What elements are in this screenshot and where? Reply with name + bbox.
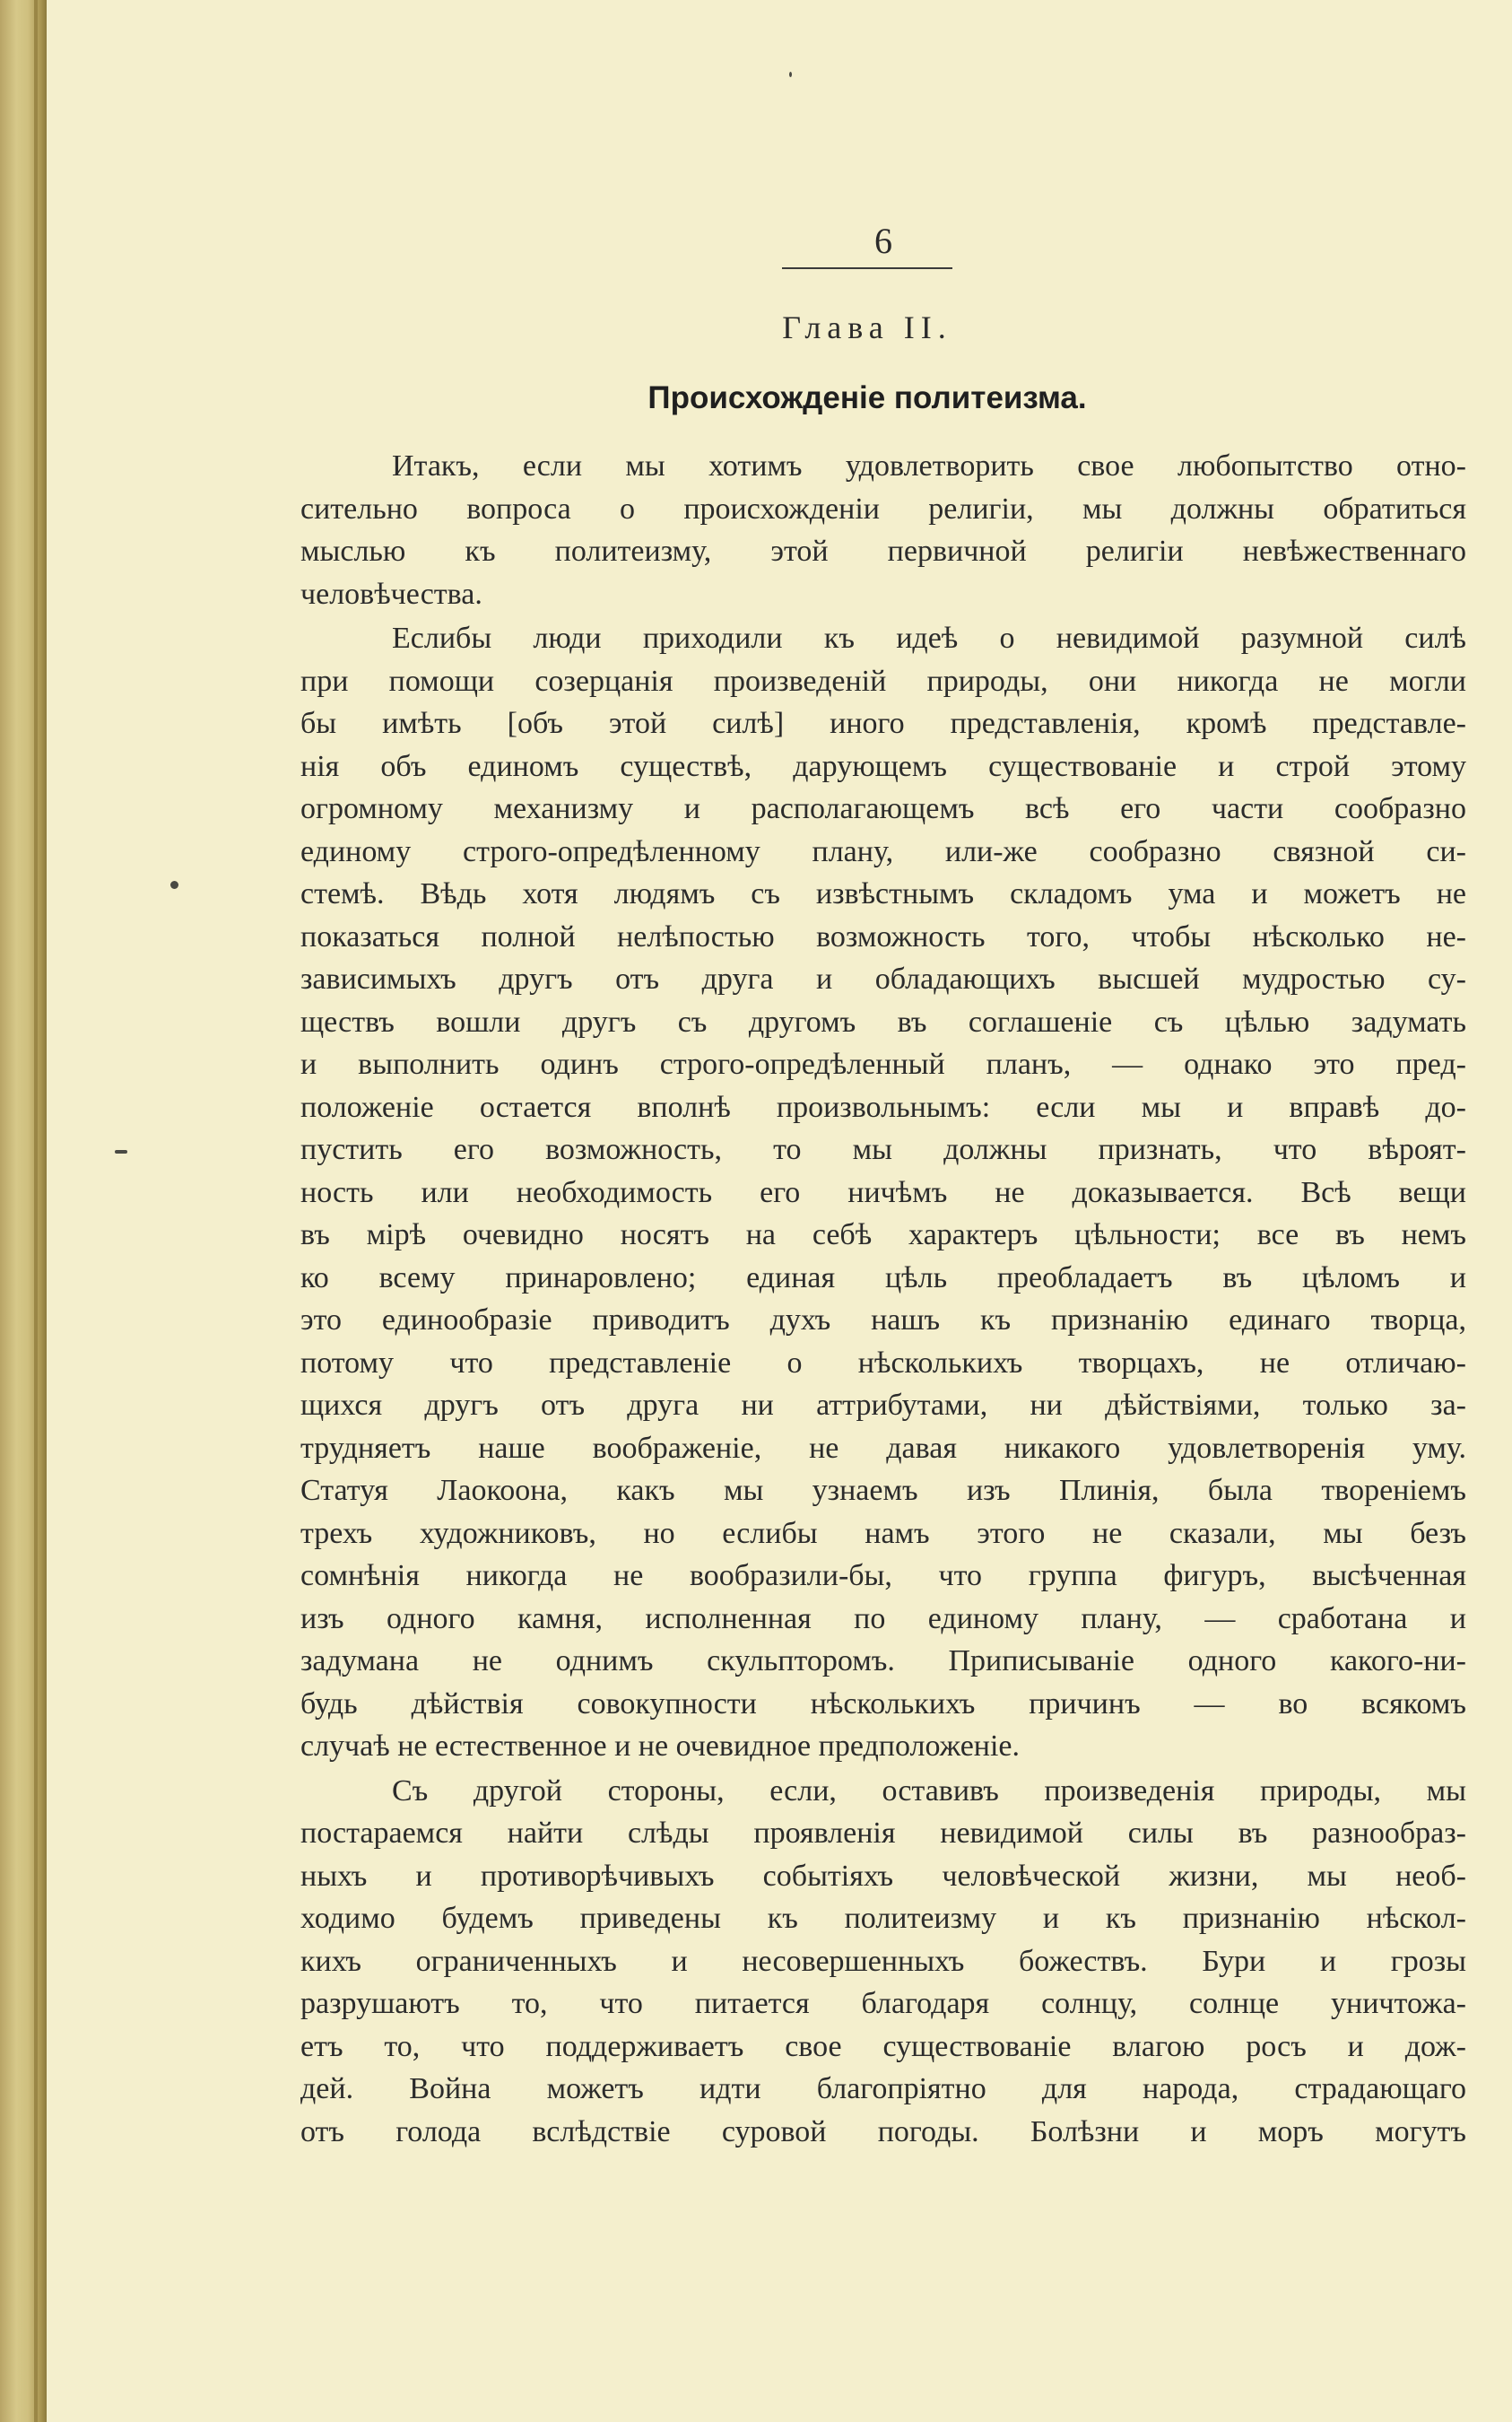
text-line: Статуя Лаокоона, какъ мы узнаемъ изъ Плинія, была твореніемъ xyxy=(300,1474,1466,1507)
page-edge-line xyxy=(34,0,38,2422)
text-line: ко всему принаровлено; единая цѣль преобладаетъ въ цѣломъ и xyxy=(300,1260,1466,1294)
text-line: единому строго-опредѣленному плану, или-же сообразно связной си- xyxy=(300,834,1466,868)
text-line: это единообразіе приводитъ духъ нашъ къ признанію единаго творца, xyxy=(300,1303,1466,1337)
text-line: постараемся найти слѣды проявленія невидимой силы въ разнообраз- xyxy=(300,1816,1466,1850)
text-line: и выполнить одинъ строго-опредѣленный планъ, — однако это пред- xyxy=(300,1048,1466,1081)
page-number: 6 xyxy=(874,221,892,261)
paragraph-2 xyxy=(300,617,1466,1768)
speck xyxy=(115,1150,127,1154)
text-line: въ мірѣ очевидно носятъ на себѣ характеръ цѣльности; все въ немъ xyxy=(300,1218,1466,1251)
text-line: дей. Война можетъ идти благопріятно для народа, страдающаго xyxy=(300,2072,1466,2105)
text-line: сительно вопроса о происхожденіи религіи, мы должны обратиться xyxy=(300,492,1466,526)
text-line: трехъ художниковъ, но еслибы намъ этого не сказали, мы безъ xyxy=(300,1516,1466,1550)
paragraph-3 xyxy=(300,1770,1466,2154)
text-line: положеніе остается вполнѣ произвольнымъ: если мы и вправѣ до- xyxy=(300,1090,1466,1124)
text-line: зависимыхъ другъ отъ друга и обладающихъ высшей мудростью су- xyxy=(300,963,1466,996)
text-line: ществъ вошли другъ съ другомъ въ соглашеніе съ цѣлью задумать xyxy=(300,1005,1466,1039)
text-line: кихъ ограниченныхъ и несовершенныхъ божествъ. Бури и грозы xyxy=(300,1944,1466,1978)
text-line: щихся другъ отъ друга ни аттрибутами, ни дѣйствіями, только за- xyxy=(300,1389,1466,1422)
text-line: ность или необходимость его ничѣмъ не доказывается. Всѣ вещи xyxy=(300,1175,1466,1209)
text-line: нія объ единомъ существѣ, дарующемъ существованіе и строй этому xyxy=(300,749,1466,783)
text-line: будь дѣйствія совокупности нѣсколькихъ причинъ — во всякомъ xyxy=(300,1686,1466,1721)
chapter-title: Происхожденіе политеизма. xyxy=(647,380,1087,415)
page-number-rule xyxy=(782,267,952,269)
text-line: мыслью къ политеизму, этой первичной религіи невѣжественнаго xyxy=(300,535,1466,568)
chapter-heading: Глава II. xyxy=(782,309,952,345)
text-line: трудняетъ наше воображеніе, не давая никакого удовлетворенія уму. xyxy=(300,1431,1466,1465)
text-line: Съ другой стороны, если, оставивъ произведенія природы, мы xyxy=(392,1773,1466,1808)
text-line: бы имѣть [объ этой силѣ] иного представленія, кромѣ представле- xyxy=(300,707,1466,740)
text-line: ходимо будемъ приведены къ политеизму и къ признанію нѣскол- xyxy=(300,1902,1466,1935)
text-line: Итакъ, если мы хотимъ удовлетворить свое любопытство отно- xyxy=(392,449,1466,483)
text-line: человѣчества. xyxy=(300,577,482,611)
text-line: показаться полной нелѣпостью возможность того, чтобы нѣсколько не- xyxy=(300,919,1466,954)
text-line: стемѣ. Вѣдь хотя людямъ съ извѣстнымъ складомъ ума и можетъ не xyxy=(300,877,1466,910)
text-line: изъ одного камня, исполненная по единому плану, — сработана и xyxy=(300,1601,1466,1635)
speck xyxy=(170,881,178,889)
text-line: потому что представленіе о нѣсколькихъ творцахъ, не отличаю- xyxy=(300,1346,1466,1380)
text-line: при помощи созерцанія произведеній природы, они никогда не могли xyxy=(300,664,1466,698)
text-line: задумана не однимъ скульпторомъ. Приписываніе одного какого-ни- xyxy=(300,1644,1466,1677)
text-line: Еслибы люди приходили къ идеѣ о невидимой разумной силѣ xyxy=(392,622,1466,655)
page-edge xyxy=(0,0,47,2422)
text-line: сомнѣнія никогда не вообразили-бы, что группа фигуръ, высѣченная xyxy=(300,1559,1466,1592)
speck xyxy=(789,72,792,77)
text-line: пустить его возможность, то мы должны признать, что вѣроят- xyxy=(300,1133,1466,1166)
text-line: отъ голода вслѣдствіе суровой погоды. Болѣзни и моръ могутъ xyxy=(300,2114,1466,2148)
text-line: етъ то, что поддерживаетъ свое существованіе влагою росъ и дож- xyxy=(300,2029,1466,2063)
text-line: огромному механизму и располагающемъ всѣ его части сообразно xyxy=(300,792,1466,825)
text-area xyxy=(300,215,1466,2153)
text-line: ныхъ и противорѣчивыхъ событіяхъ человѣческой жизни, мы необ- xyxy=(300,1859,1466,1893)
text-line: случаѣ не естественное и не очевидное предположеніе. xyxy=(300,1729,1021,1763)
paragraph-1 xyxy=(300,445,1466,615)
text-line: разрушаютъ то, что питается благодаря солнцу, солнце уничтожа- xyxy=(300,1987,1466,2020)
